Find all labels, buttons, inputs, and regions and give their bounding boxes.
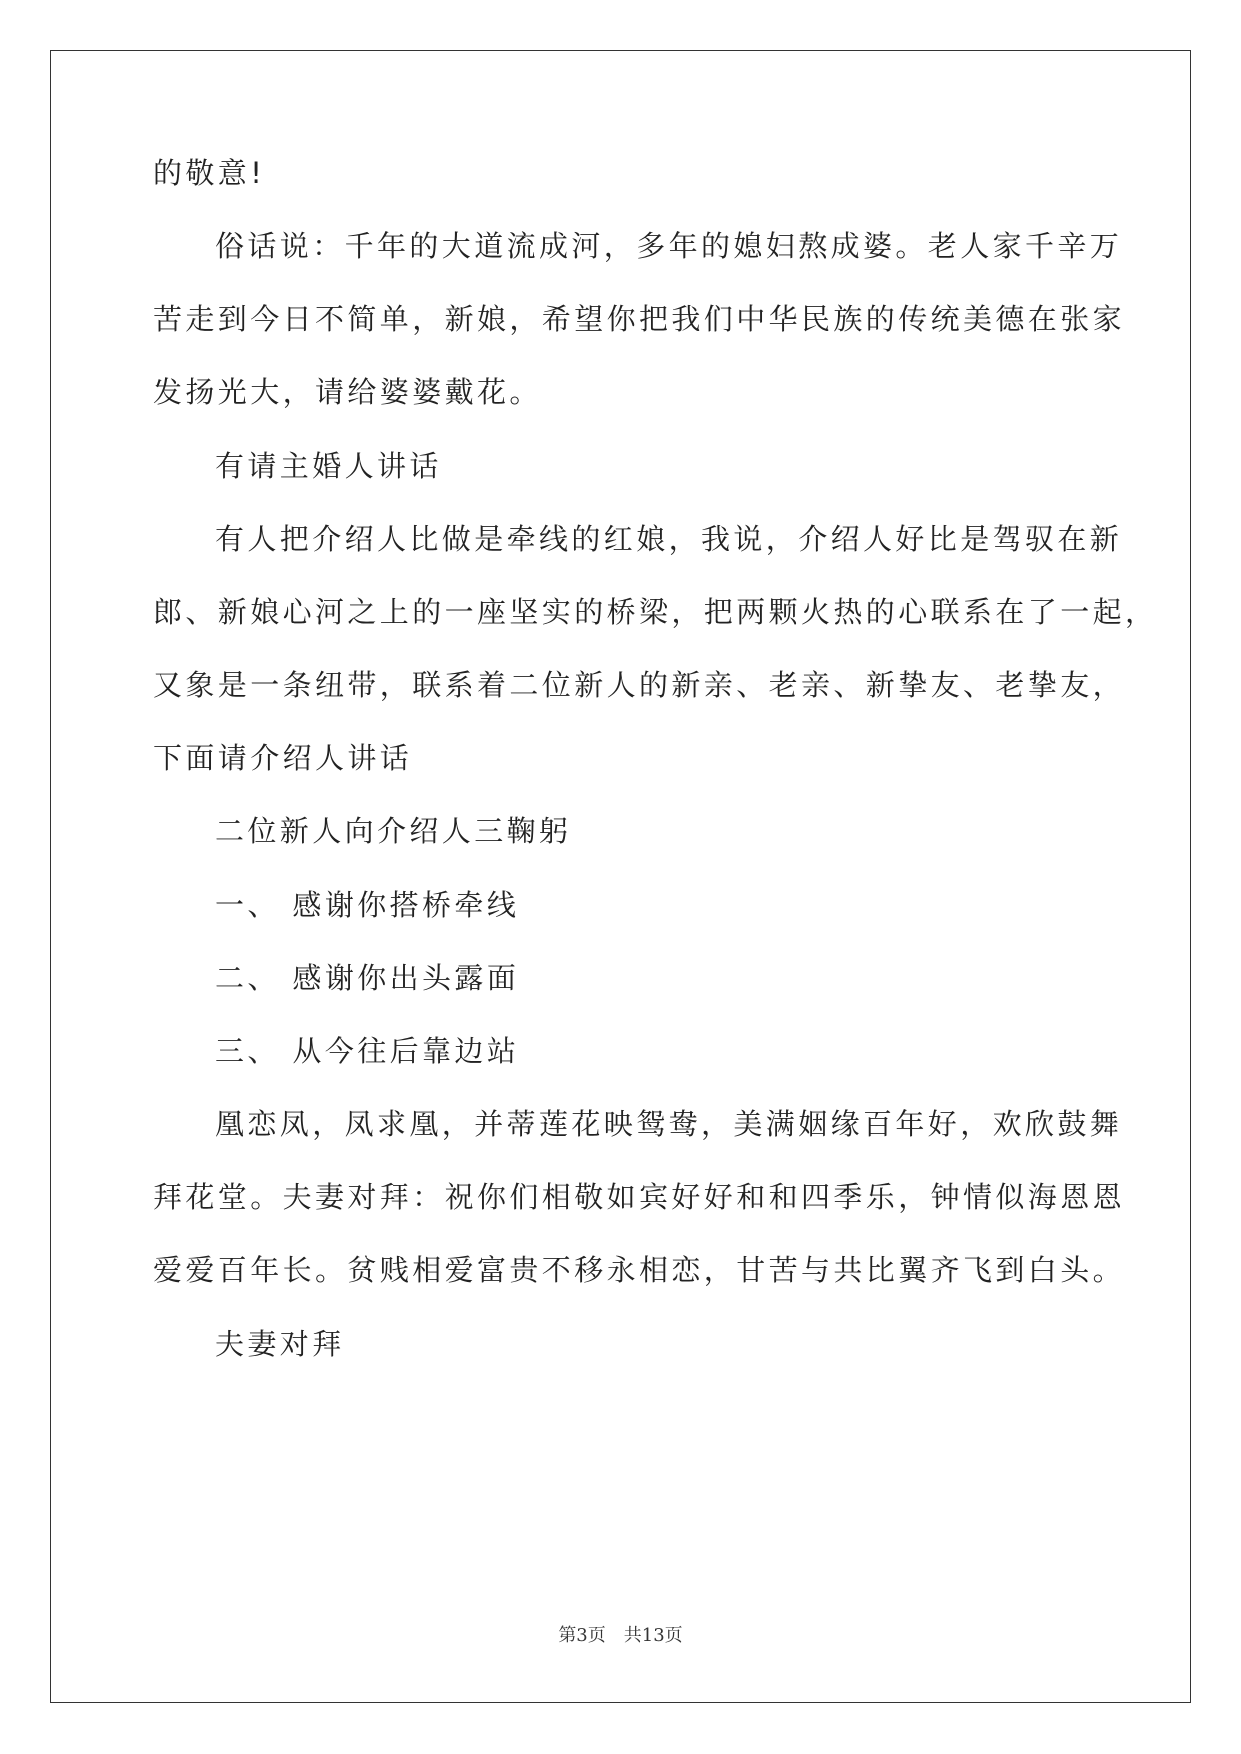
paragraph-line: 拜花堂。夫妻对拜：祝你们相敬如宾好好和和四季乐，钟情似海恩恩: [153, 1180, 1126, 1214]
paragraph-line: 发扬光大，请给婆婆戴花。: [153, 375, 542, 409]
list-item: 三、 从今往后靠边站: [215, 1034, 520, 1068]
list-item: 一、 感谢你搭桥牵线: [215, 888, 520, 922]
page-border: [50, 50, 1191, 1703]
paragraph-line: 凰恋凤，凤求凰，并蒂莲花映鸳鸯，美满姻缘百年好，欢欣鼓舞: [215, 1107, 1123, 1141]
paragraph-line: 又象是一条纽带，联系着二位新人的新亲、老亲、新挚友、老挚友，: [153, 668, 1126, 702]
paragraph-line: 二位新人向介绍人三鞠躬: [215, 814, 572, 848]
page-number: 第3页: [558, 1625, 606, 1646]
page-total: 共13页: [623, 1625, 683, 1646]
paragraph-line: 苦走到今日不简单，新娘，希望你把我们中华民族的传统美德在张家: [153, 302, 1126, 336]
paragraph-line: 有请主婚人讲话: [215, 449, 442, 483]
paragraph-line: 有人把介绍人比做是牵线的红娘，我说，介绍人好比是驾驭在新: [215, 522, 1123, 556]
paragraph-line: 的敬意!: [153, 156, 266, 190]
paragraph-line: 下面请介绍人讲话: [153, 741, 413, 775]
paragraph-line: 爱爱百年长。贫贱相爱富贵不移永相恋，甘苦与共比翼齐飞到白头。: [153, 1253, 1126, 1287]
paragraph-line: 夫妻对拜: [215, 1327, 345, 1361]
paragraph-line: 郎、新娘心河之上的一座坚实的桥梁，把两颗火热的心联系在了一起，: [153, 595, 1158, 629]
paragraph-line: 俗话说：千年的大道流成河，多年的媳妇熬成婆。老人家千辛万: [215, 229, 1123, 263]
page-footer: [0, 1621, 1241, 1647]
list-item: 二、 感谢你出头露面: [215, 961, 520, 995]
